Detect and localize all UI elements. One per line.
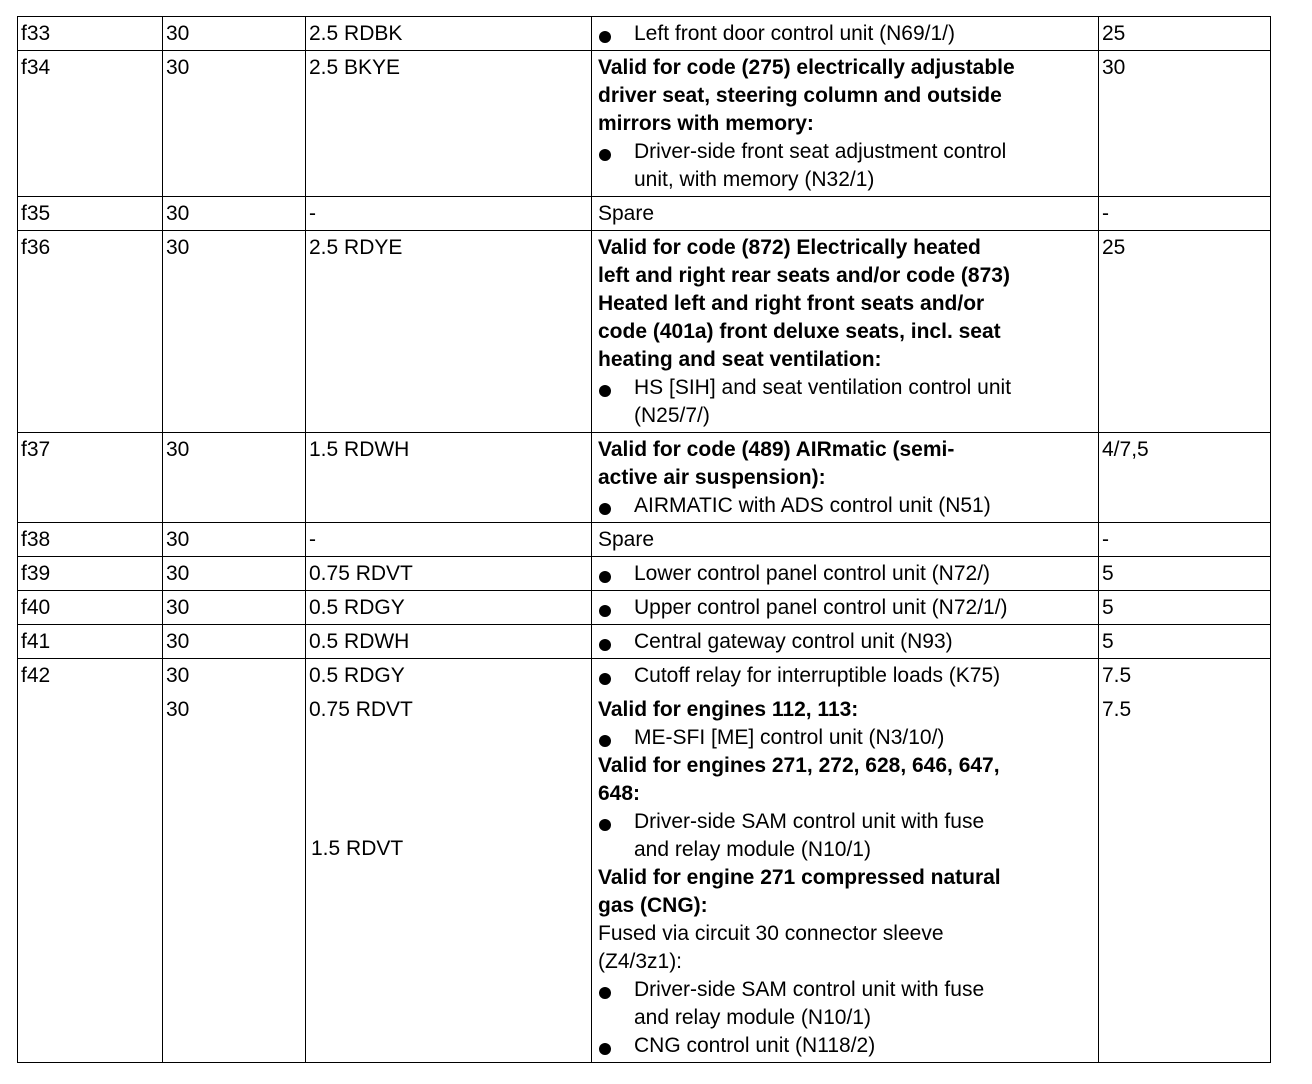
circuit-cell: [163, 231, 306, 433]
wire-cell: [306, 433, 592, 523]
consumer-item: ME-SFI [ME] control unit (N3/10/): [598, 724, 1090, 752]
validity-condition: mirrors with memory:: [598, 112, 814, 135]
consumer-item: AIRMATIC with ADS control unit (N51): [598, 492, 1090, 520]
circuit-value: 30: [166, 528, 190, 551]
validity-condition: code (401a) front deluxe seats, incl. seat: [598, 320, 1001, 343]
fuse-number: f33: [18, 17, 163, 51]
description-cell: [592, 557, 1099, 591]
fuse-number: f41: [18, 625, 163, 659]
fuse-row-f35: [18, 197, 1271, 231]
validity-condition: Valid for code (489) AIRmatic (semi-: [598, 438, 955, 461]
circuit-cell: [163, 523, 306, 557]
fuse-number: f35: [18, 197, 163, 231]
fuse-number: f36: [18, 231, 163, 433]
validity-condition: driver seat, steering column and outside: [598, 84, 1002, 107]
amperage-cell: [1099, 659, 1271, 1063]
wire-value: 0.5 RDGY: [309, 664, 405, 687]
fuse-table: [17, 16, 1271, 1063]
wire-value: 2.5 BKYE: [309, 56, 401, 79]
circuit-cell: [163, 625, 306, 659]
amperage-value: 30: [1102, 56, 1126, 79]
consumer-item: Central gateway control unit (N93): [598, 628, 1090, 656]
wire-cell: [306, 231, 592, 433]
fuse-row-f33: [18, 17, 1271, 51]
wire-cell: [306, 17, 592, 51]
description-cell: [592, 231, 1099, 433]
amperage-value: -: [1102, 528, 1109, 551]
fuse-row-f42: [18, 659, 1271, 1063]
consumer-item-continued: and relay module (N10/1): [634, 838, 871, 861]
description-cell: [592, 197, 1099, 231]
validity-condition: Valid for engines 271, 272, 628, 646, 647,: [598, 754, 1000, 777]
wire-value: 0.75 RDVT: [309, 698, 413, 721]
wire-value: 2.5 RDBK: [309, 22, 403, 45]
fuse-table-body: [18, 17, 1271, 1063]
circuit-cell: [163, 433, 306, 523]
circuit-cell: [163, 591, 306, 625]
fuse-number: f42: [18, 659, 163, 1063]
circuit-value: 30: [166, 56, 190, 79]
wire-value: -: [309, 202, 316, 225]
fuse-number: f37: [18, 433, 163, 523]
description-cell: [592, 659, 1099, 1063]
wire-value: 0.75 RDVT: [309, 562, 413, 585]
wire-value: 2.5 RDYE: [309, 236, 403, 259]
description-text: Fused via circuit 30 connector sleeve: [598, 922, 944, 945]
consumer-item: Left front door control unit (N69/1/): [598, 20, 1090, 48]
consumer-item-continued: (N25/7/): [634, 404, 710, 427]
circuit-value: 30: [166, 596, 190, 619]
circuit-cell: [163, 659, 306, 1063]
circuit-cell: [163, 197, 306, 231]
amperage-cell: [1099, 591, 1271, 625]
amperage-value: 4/7,5: [1102, 438, 1149, 461]
amperage-cell: [1099, 231, 1271, 433]
consumer-item-continued: and relay module (N10/1): [634, 1006, 871, 1029]
fuse-row-f40: [18, 591, 1271, 625]
description-cell: [592, 625, 1099, 659]
validity-condition: left and right rear seats and/or code (873): [598, 264, 1010, 287]
circuit-value: 30: [166, 22, 190, 45]
consumer-item: CNG control unit (N118/2): [598, 1032, 1090, 1060]
wire-value: 0.5 RDGY: [309, 596, 405, 619]
validity-condition: Heated left and right front seats and/or: [598, 292, 985, 315]
validity-condition: gas (CNG):: [598, 894, 708, 917]
amperage-cell: [1099, 51, 1271, 197]
wire-cell: [306, 625, 592, 659]
circuit-value: 30: [166, 562, 190, 585]
fuse-number: f38: [18, 523, 163, 557]
validity-condition: Valid for engine 271 compressed natural: [598, 866, 1001, 889]
wire-cell: [306, 197, 592, 231]
description-cell: [592, 523, 1099, 557]
wire-cell: [306, 523, 592, 557]
wire-cell: [306, 591, 592, 625]
validity-condition: heating and seat ventilation:: [598, 348, 882, 371]
fuse-row-f36: [18, 231, 1271, 433]
circuit-value: 30: [166, 438, 190, 461]
wire-value: 0.5 RDWH: [309, 630, 410, 653]
amperage-cell: [1099, 197, 1271, 231]
description-cell: [592, 591, 1099, 625]
circuit-value: 30: [166, 202, 190, 225]
amperage-value: 25: [1102, 236, 1126, 259]
validity-condition: active air suspension):: [598, 466, 826, 489]
wire-cell: [306, 557, 592, 591]
consumer-item: Upper control panel control unit (N72/1/): [598, 594, 1090, 622]
fuse-row-f41: [18, 625, 1271, 659]
consumer-item: Lower control panel control unit (N72/): [598, 560, 1090, 588]
circuit-value: 30: [166, 236, 190, 259]
amperage-value: -: [1102, 202, 1109, 225]
fuse-row-f39: [18, 557, 1271, 591]
consumer-item-continued: unit, with memory (N32/1): [634, 168, 875, 191]
amperage-value: 5: [1102, 596, 1114, 619]
description-cell: [592, 51, 1099, 197]
consumer-item: HS [SIH] and seat ventilation control unit: [598, 374, 1090, 402]
amperage-value: 7.5: [1102, 664, 1132, 687]
description-text: Spare: [598, 528, 655, 551]
consumer-item: Driver-side SAM control unit with fuse: [598, 976, 1090, 1004]
circuit-cell: [163, 51, 306, 197]
fuse-number: f34: [18, 51, 163, 197]
wire-cell: [306, 659, 592, 1063]
amperage-cell: [1099, 523, 1271, 557]
fuse-number: f40: [18, 591, 163, 625]
amperage-cell: [1099, 433, 1271, 523]
consumer-item: Driver-side SAM control unit with fuse: [598, 808, 1090, 836]
amperage-value: 5: [1102, 630, 1114, 653]
amperage-value: 25: [1102, 22, 1126, 45]
amperage-cell: [1099, 17, 1271, 51]
fuse-number: f39: [18, 557, 163, 591]
wire-value: 1.5 RDWH: [309, 438, 410, 461]
validity-condition: 648:: [598, 782, 641, 805]
validity-condition: Valid for code (872) Electrically heated: [598, 236, 981, 259]
amperage-cell: [1099, 625, 1271, 659]
circuit-value: 30: [166, 664, 190, 687]
amperage-cell: [1099, 557, 1271, 591]
consumer-item: Cutoff relay for interruptible loads (K75): [598, 662, 1090, 690]
validity-condition: Valid for code (275) electrically adjustable: [598, 56, 1015, 79]
circuit-cell: [163, 17, 306, 51]
wire-value: -: [309, 528, 316, 551]
amperage-value: 5: [1102, 562, 1114, 585]
description-cell: [592, 433, 1099, 523]
wire-cell: [306, 51, 592, 197]
consumer-item: Driver-side front seat adjustment control: [598, 138, 1090, 166]
description-text: (Z4/3z1):: [598, 950, 683, 973]
fuse-row-f34: [18, 51, 1271, 197]
circuit-value: 30: [166, 630, 190, 653]
circuit-cell: [163, 557, 306, 591]
validity-condition: Valid for engines 112, 113:: [598, 698, 859, 721]
description-text: Spare: [598, 202, 655, 225]
description-cell: [592, 17, 1099, 51]
fuse-row-f38: [18, 523, 1271, 557]
circuit-value: 30: [166, 698, 190, 721]
wire-value-extra: 1.5 RDVT: [311, 837, 404, 860]
amperage-value: 7.5: [1102, 698, 1132, 721]
fuse-row-f37: [18, 433, 1271, 523]
